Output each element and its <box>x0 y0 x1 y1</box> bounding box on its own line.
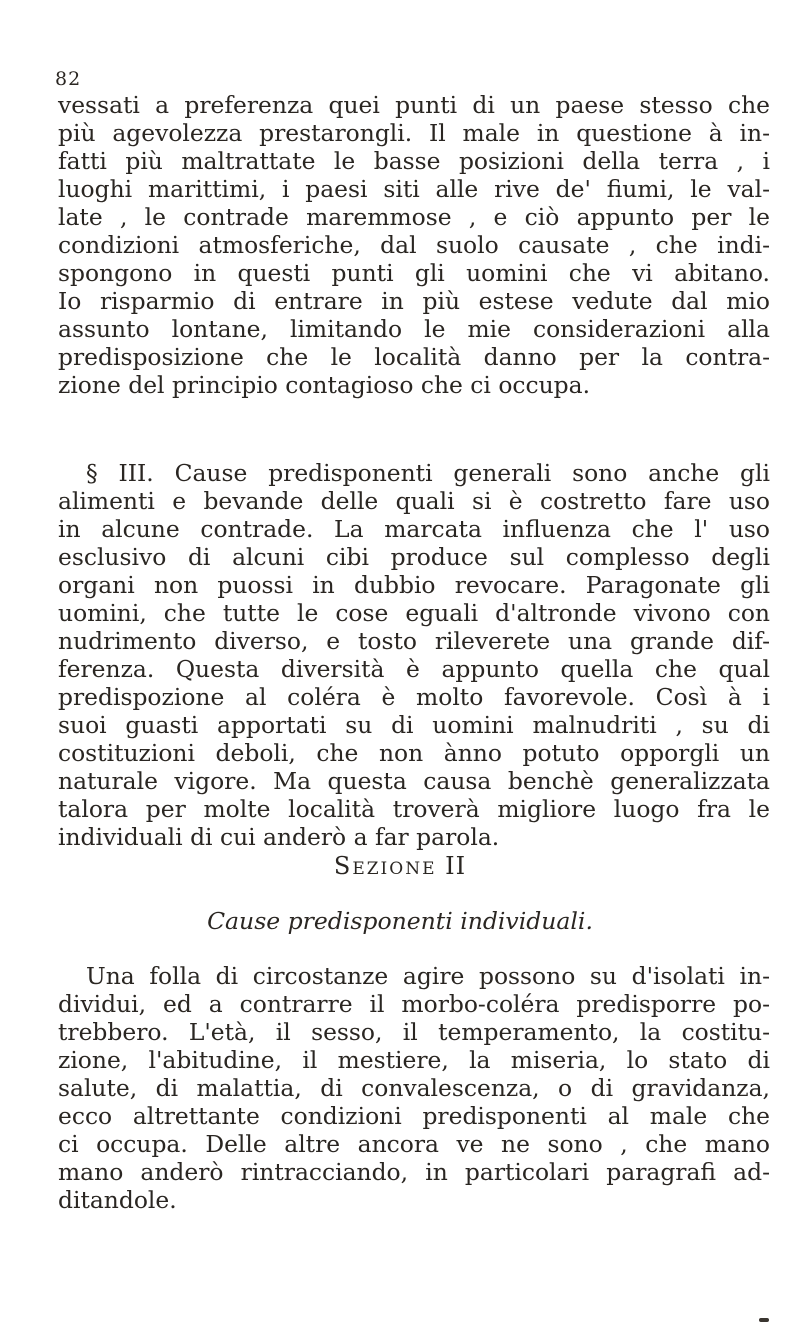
paragraph-1 <box>58 91 770 399</box>
text-line: spongono in questi punti gli uomini che vi abitano. <box>58 259 770 287</box>
text-line: vessati a preferenza quei punti di un paese stesso che <box>58 91 770 119</box>
page-number: 82 <box>55 68 82 90</box>
text-line: salute, di malattia, di convalescenza, o di gravidanza, <box>58 1074 770 1102</box>
paragraph-3 <box>58 962 770 1214</box>
section-subtitle: Cause predisponenti individuali. <box>207 907 593 935</box>
text-line: zione, l'abitudine, il mestiere, la miseria, lo stato di <box>58 1046 770 1074</box>
text-line: ferenza. Questa diversità è appunto quella che qual <box>58 655 770 683</box>
text-line: costituzioni deboli, che non ànno potuto opporgli un <box>58 739 770 767</box>
text-line: predispozione al coléra è molto favorevole. Così à i <box>58 683 770 711</box>
text-line: esclusivo di alcuni cibi produce sul complesso degli <box>58 543 770 571</box>
text-line: uomini, che tutte le cose eguali d'altronde vivono con <box>58 599 770 627</box>
text-line: naturale vigore. Ma questa causa benchè generalizzata <box>58 767 770 795</box>
text-line: trebbero. L'età, il sesso, il temperamento, la costitu- <box>58 1018 770 1046</box>
text-line: Una folla di circostanze agire possono su d'isolati in- <box>86 962 770 990</box>
text-line: individuali di cui anderò a far parola. <box>58 823 500 851</box>
text-line: luoghi marittimi, i paesi siti alle rive de' fiumi, le val- <box>58 175 770 203</box>
text-line: organi non puossi in dubbio revocare. Paragonate gli <box>58 571 770 599</box>
text-line: ecco altrettante condizioni predisponenti al male che <box>58 1102 770 1130</box>
text-line: ditandole. <box>58 1186 177 1214</box>
text-line: talora per molte località troverà migliore luogo fra le <box>58 795 770 823</box>
text-line: fatti più maltrattate le basse posizioni della terra , i <box>58 147 770 175</box>
text-line: alimenti e bevande delle quali si è costretto fare uso <box>58 487 770 515</box>
text-line: suoi guasti apportati su di uomini malnudriti , su di <box>58 711 770 739</box>
paragraph-2 <box>58 459 770 851</box>
section-number: II <box>445 852 467 880</box>
text-line: § III. Cause predisponenti generali sono anche gli <box>86 459 770 487</box>
text-line: zione del principio contagioso che ci occupa. <box>58 371 591 399</box>
text-line: nudrimento diverso, e tosto rileverete una grande dif- <box>58 627 770 655</box>
text-line: mano anderò rintracciando, in particolari paragrafi ad- <box>58 1158 770 1186</box>
text-line: late , le contrade maremmose , e ciò appunto per le <box>58 203 770 231</box>
section-word: Sezione <box>333 852 437 880</box>
text-line: predisposizione che le località danno per la contra- <box>58 343 770 371</box>
section-heading <box>0 852 800 880</box>
text-line: più agevolezza prestarongli. Il male in questione à in- <box>58 119 770 147</box>
text-line: dividui, ed a contrarre il morbo-coléra predisporre po- <box>58 990 770 1018</box>
text-line: in alcune contrade. La marcata influenza che l' uso <box>58 515 770 543</box>
text-line: condizioni atmosferiche, dal suolo causate , che indi- <box>58 231 770 259</box>
printer-mark <box>759 1318 769 1322</box>
text-line: Io risparmio di entrare in più estese vedute dal mio <box>58 287 770 315</box>
text-line: assunto lontane, limitando le mie considerazioni alla <box>58 315 770 343</box>
text-line: ci occupa. Delle altre ancora ve ne sono , che mano <box>58 1130 770 1158</box>
